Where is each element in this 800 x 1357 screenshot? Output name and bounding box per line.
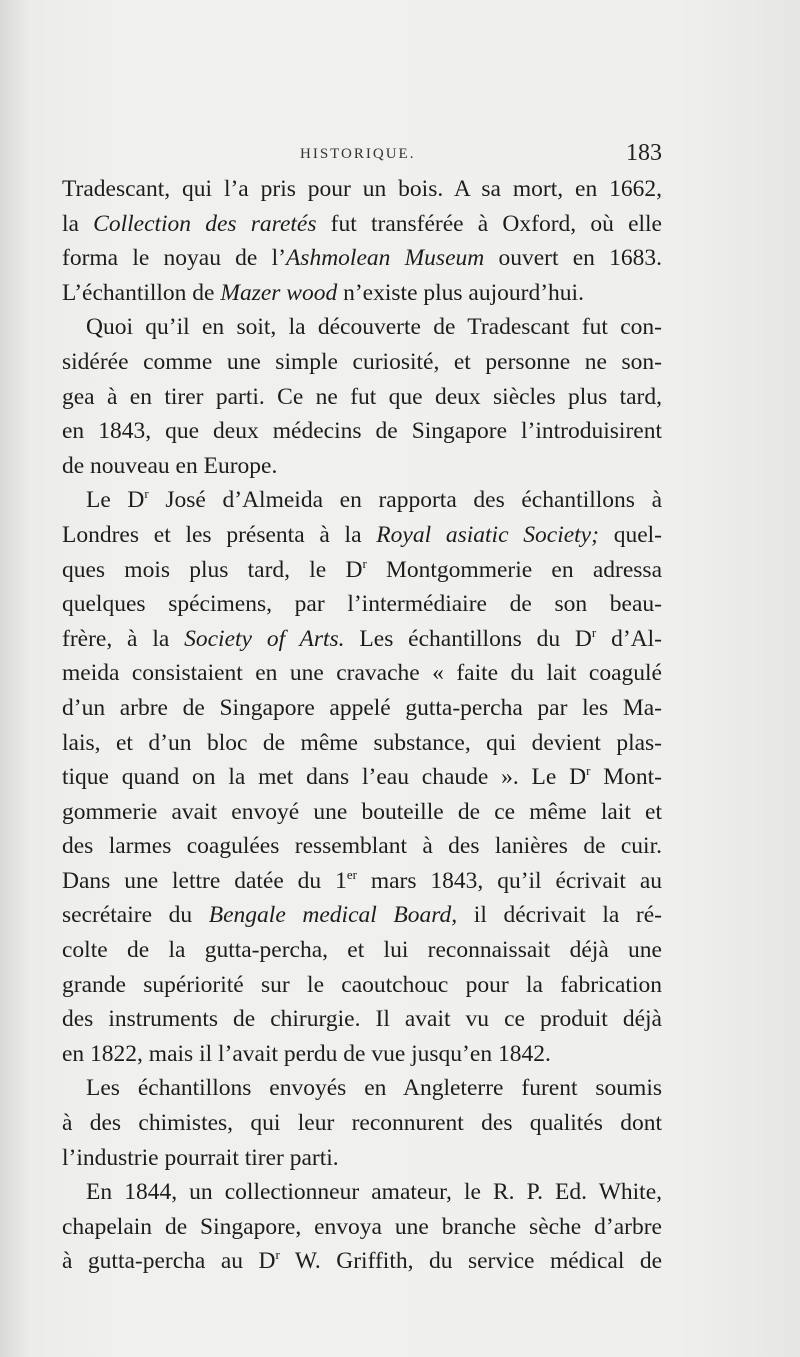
text-segment: Les échantillons du D (344, 625, 592, 652)
text-segment: forma le noyau de l’ (62, 245, 286, 272)
paragraph (62, 172, 662, 310)
text-segment: gea à en tirer parti. Ce ne fut que deux siècles plus tard, (62, 383, 662, 410)
text-segment: de nouveau en Europe. (62, 452, 278, 479)
text-line (62, 760, 662, 795)
body-text (62, 172, 662, 1279)
text-segment: mars 1843, qu’il écrivait au (356, 867, 663, 894)
paragraph (62, 1175, 662, 1279)
text-segment: d’un arbre de Singapore appelé gutta-percha par les Ma- (62, 694, 662, 721)
text-segment: Londres et les présenta à la (62, 521, 377, 548)
text-line (62, 1002, 662, 1037)
text-segment: en 1843, que deux médecins de Singapore l’introduisirent (62, 418, 662, 445)
text-line (62, 1210, 662, 1245)
text-line (62, 310, 662, 345)
text-segment: ques mois plus tard, le D (62, 556, 363, 583)
text-line (62, 795, 662, 830)
text-segment: à des chimistes, qui leur reconnurent des qualités dont (62, 1110, 662, 1137)
text-line (62, 449, 662, 484)
superscript: r (591, 624, 597, 640)
text-line (62, 656, 662, 691)
text-line (62, 207, 662, 242)
text-segment: lais, et d’un bloc de même substance, qui devient plas- (62, 729, 662, 756)
text-line (62, 172, 662, 207)
text-segment: tique quand on la met dans l’eau chaude ». Le D (62, 764, 587, 791)
text-line (62, 414, 662, 449)
text-line (62, 968, 662, 1003)
text-line (62, 622, 662, 657)
text-segment: José d’Almeida en rapporta des échantillons à (148, 487, 662, 514)
text-segment: colte de la gutta-percha, et lui reconnaissait déjà une (62, 937, 662, 964)
text-segment: Tradescant, qui l’a pris pour un bois. A sa mort, en 1662, (62, 176, 662, 202)
superscript: r (144, 486, 149, 502)
text-segment: des larmes coagulées ressemblant à des lanières de cuir. (62, 833, 662, 860)
text-segment: gommerie avait envoyé une bouteille de ce même lait et (62, 798, 662, 825)
text-segment: sidérée comme une simple curiosité, et personne ne son- (62, 348, 662, 375)
text-segment: Dans une lettre datée du 1 (62, 867, 347, 894)
text-segment: d’Al- (596, 625, 662, 652)
text-line (62, 726, 662, 761)
italic-text: Mazer wood (220, 279, 338, 306)
superscript: r (362, 555, 367, 571)
text-line (62, 345, 662, 380)
italic-text: Collection des raretés (93, 210, 317, 237)
text-line (62, 1141, 662, 1176)
text-line (62, 864, 662, 899)
text-segment: des instruments de chirurgie. Il avait vu ce produit déjà (62, 1006, 662, 1033)
text-line (62, 829, 662, 864)
text-segment: Montgommerie en adressa (366, 556, 662, 583)
text-segment: n’existe plus aujourd’hui. (337, 279, 584, 306)
text-segment: grande supériorité sur le caoutchouc pour la fabrication (62, 971, 662, 998)
text-line (62, 276, 662, 311)
italic-text: Bengale medical Board, (208, 902, 458, 929)
text-segment: l’industrie pourrait tirer parti. (62, 1144, 339, 1171)
superscript: er (346, 866, 357, 882)
text-segment: la (62, 210, 94, 237)
text-line (62, 587, 662, 622)
text-segment: En 1844, un collectionneur amateur, le R. P. Ed. White, (86, 1179, 662, 1206)
superscript: r (275, 1247, 280, 1263)
text-segment: Quoi qu’il en soit, la découverte de Tradescant fut con- (86, 314, 662, 341)
superscript: r (586, 763, 591, 779)
text-segment: quelques spécimens, par l’intermédiaire de son beau- (62, 591, 662, 618)
text-segment: à gutta-percha au D (62, 1248, 276, 1275)
text-line (62, 1244, 662, 1279)
text-segment: Les échantillons envoyés en Angleterre furent soumis (86, 1075, 662, 1102)
text-line (62, 1175, 662, 1210)
text-segment: W. Griffith, du service médical de (279, 1248, 663, 1275)
page-number: 183 (626, 140, 662, 166)
text-segment: ouvert en 1683. (484, 245, 662, 272)
text-segment: meida consistaient en une cravache « faite du lait coagulé (62, 660, 662, 687)
text-line (62, 518, 662, 553)
italic-text: Society of Arts. (184, 625, 345, 652)
paragraph (62, 483, 662, 1071)
text-segment: quel- (598, 521, 662, 548)
text-line (62, 933, 662, 968)
text-segment: en 1822, mais il l’avait perdu de vue jusqu’en 1842. (62, 1040, 551, 1067)
text-segment: chapelain de Singapore, envoya une branche sèche d’arbre (62, 1213, 662, 1240)
text-line (62, 1106, 662, 1141)
italic-text: Royal asiatic Society; (376, 521, 599, 548)
text-segment: frère, à la (62, 625, 185, 652)
text-line (62, 1071, 662, 1106)
text-line (62, 241, 662, 276)
text-segment: Mont- (590, 764, 662, 791)
text-line (62, 483, 662, 518)
text-segment: secrétaire du (62, 902, 209, 929)
text-line (62, 898, 662, 933)
italic-text: Ashmolean Museum (285, 245, 485, 272)
text-segment: il décrivait la ré- (457, 902, 662, 929)
text-segment: L’échantillon de (62, 279, 221, 306)
text-line (62, 1037, 662, 1072)
running-head: HISTORIQUE. (300, 146, 416, 162)
paragraph (62, 1071, 662, 1175)
text-segment: Le D (86, 487, 145, 514)
text-segment: fut transférée à Oxford, où elle (316, 210, 662, 237)
paragraph (62, 310, 662, 483)
text-line (62, 380, 662, 415)
text-line (62, 691, 662, 726)
text-line (62, 553, 662, 588)
